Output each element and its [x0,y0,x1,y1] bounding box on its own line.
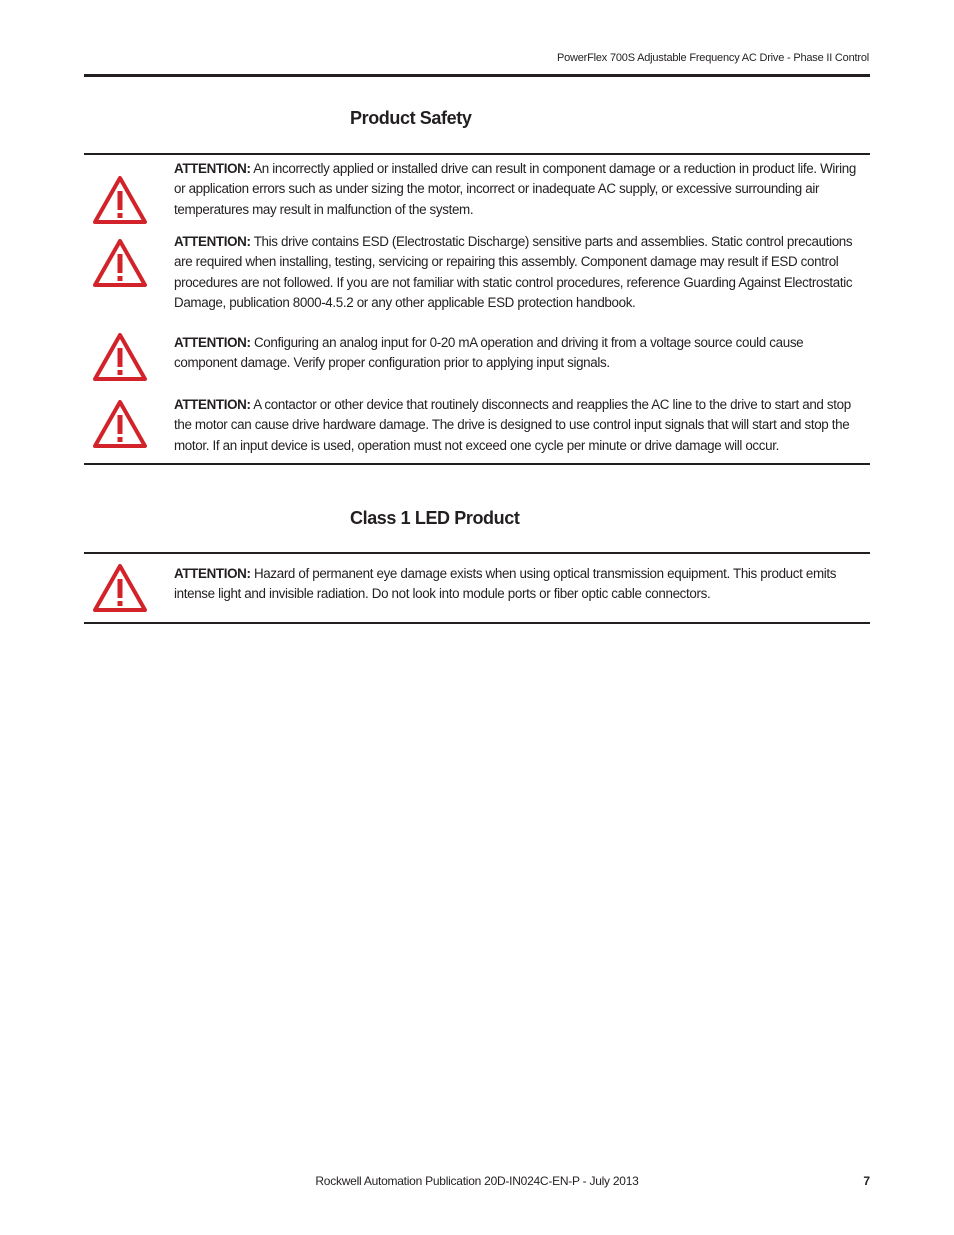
running-header: PowerFlex 700S Adjustable Frequency AC Drive - Phase II Control [556,52,869,64]
attention-message [174,395,856,456]
warning-triangle-icon [92,238,148,288]
box-top-rule [84,552,870,554]
attention-text: This drive contains ESD (Electrostatic Discharge) sensitive parts and assemblies. Static control precautions are required when installing, testing, servicing or repairing this assembly. Component damage may result if ESD control procedures are not followed. If you are not familiar with static control procedures, reference Guarding Against Electrostatic Damage, publication 8000-4.5.2 or any other applicable ESD protection handbook. [174,234,853,310]
attention-text: Configuring an analog input for 0-20 mA operation and driving it from a voltage source could cause component damage. Verify proper configuration prior to applying input signals. [174,335,804,371]
attention-lead: ATTENTION: [174,566,251,581]
attention-text: A contactor or other device that routinely disconnects and reapplies the AC line to the drive to start and stop the motor can cause drive hardware damage. The drive is designed to use control input signals that will start and stop the motor. If an input device is used, operation must not exceed one cycle per minute or drive damage will occur. [174,397,851,453]
attention-box-product-safety [84,153,870,465]
section-title-product-safety: Product Safety [350,108,472,128]
attention-lead: ATTENTION: [174,397,251,412]
box-bottom-rule [84,463,870,465]
warning-triangle-icon [92,563,148,613]
warning-triangle-icon [92,332,148,382]
warning-triangle-icon [92,399,148,449]
attention-lead: ATTENTION: [174,161,251,176]
warning-triangle-icon [92,175,148,225]
attention-lead: ATTENTION: [174,335,251,350]
attention-message [174,333,856,374]
box-bottom-rule [84,622,870,624]
header-rule [84,74,870,77]
page-number: 7 [863,1174,870,1188]
section-title-class-1-led: Class 1 LED Product [350,508,520,528]
attention-text: An incorrectly applied or installed drive can result in component damage or a reduction in product life. Wiring or application errors such as under sizing the motor, incorrect or inadequate AC supply, or excessive surrounding air temperatures may result in malfunction of the system. [174,161,856,217]
attention-message [174,159,856,220]
attention-message [174,232,856,313]
attention-box-class-1-led [84,552,870,624]
attention-text: Hazard of permanent eye damage exists when using optical transmission equipment. This product emits intense light and invisible radiation. Do not look into module ports or fiber optic cable connectors. [174,566,837,602]
box-top-rule [84,153,870,155]
attention-lead: ATTENTION: [174,234,251,249]
attention-message [174,564,856,605]
publication-footer: Rockwell Automation Publication 20D-IN024C-EN-P - July 2013 [315,1174,639,1188]
